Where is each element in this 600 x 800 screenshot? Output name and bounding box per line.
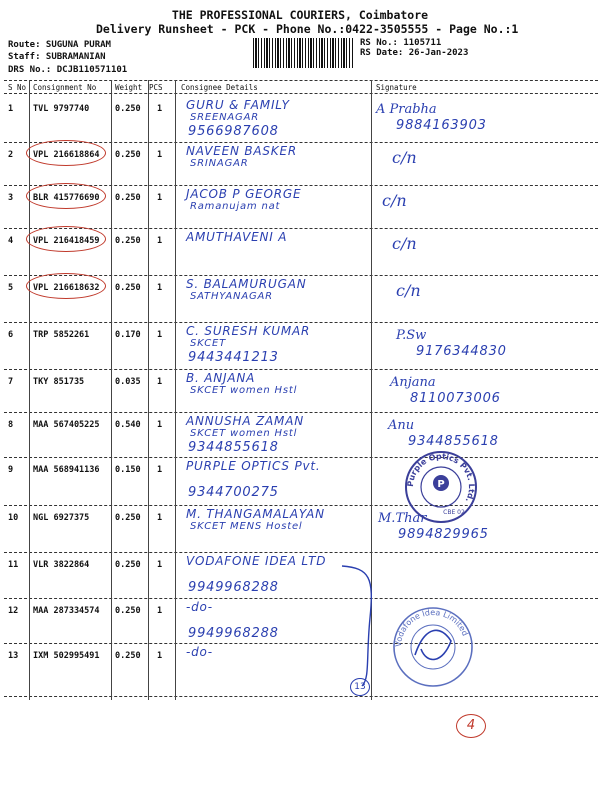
consignee-name: M. THANGAMALAYAN (186, 507, 325, 521)
purple-stamp-text: Purple Optics Pvt. Ltd. (405, 451, 477, 504)
row-weight: 0.250 (115, 606, 141, 616)
signature: M.Thar (378, 511, 427, 526)
row-sno: 11 (8, 560, 19, 570)
svg-text:P: P (437, 479, 445, 490)
row-consignment-no: VPL 216618864 (33, 150, 100, 160)
column-divider (148, 80, 149, 700)
consignee-address: SKCET women Hstl (190, 385, 298, 396)
row-pcs: 1 (157, 104, 163, 114)
row-weight: 0.250 (115, 236, 141, 246)
row-consignment-no: BLR 415776690 (33, 193, 100, 203)
row-weight: 0.150 (115, 465, 141, 475)
row-divider (4, 80, 598, 81)
column-divider (111, 80, 112, 700)
row-weight: 0.250 (115, 560, 141, 570)
row-sno: 7 (8, 377, 14, 387)
row-weight: 0.250 (115, 193, 141, 203)
consignee-phone: 9949968288 (188, 580, 279, 595)
route-label: Route: SUGUNA PURAM (8, 40, 111, 50)
runsheet-subtitle: Delivery Runsheet - PCK - Phone No.:0422-3505555 - Page No.:1 (96, 22, 519, 36)
row-sno: 9 (8, 465, 14, 475)
consignee-name: ANNUSHA ZAMAN (186, 414, 304, 428)
consignee-name: NAVEEN BASKER (186, 144, 297, 158)
row-divider (4, 93, 598, 94)
row-sno: 13 (8, 651, 19, 661)
row-sno: 5 (8, 283, 14, 293)
signature-phone: 9344855618 (408, 434, 499, 449)
signature: c/n (392, 234, 417, 253)
row-pcs: 1 (157, 193, 163, 203)
row-sno: 1 (8, 104, 14, 114)
consignee-address: SRINAGAR (190, 158, 249, 169)
purple-stamp-code: CBE 02 (443, 509, 465, 516)
col-header-signature: Signature (376, 83, 417, 92)
row-divider (4, 412, 598, 413)
signature: A Prabha (376, 102, 437, 117)
signature-phone: 9176344830 (416, 344, 507, 359)
signature: P.Sw (396, 328, 427, 343)
consignee-phone: 9344700275 (188, 485, 279, 500)
row-weight: 0.250 (115, 283, 141, 293)
consignee-phone: 9443441213 (188, 350, 279, 365)
consignee-name: PURPLE OPTICS Pvt. (186, 459, 321, 473)
consignee-phone: 9344855618 (188, 440, 279, 455)
row-sno: 10 (8, 513, 19, 523)
row-divider (4, 505, 598, 506)
row-divider (4, 369, 598, 370)
row-consignment-no: VPL 216418459 (33, 236, 100, 246)
column-divider (29, 80, 30, 700)
company-title: THE PROFESSIONAL COURIERS, Coimbatore (171, 8, 429, 22)
row-sno: 6 (8, 330, 14, 340)
row-consignment-no: TRP 5852261 (33, 330, 90, 340)
row-consignment-no: MAA 287334574 (33, 606, 100, 616)
row-consignment-no: TVL 9797740 (33, 104, 90, 114)
purple-optics-stamp (404, 450, 478, 524)
signature: c/n (396, 281, 421, 300)
row-divider (4, 643, 598, 644)
signature-phone: 8110073006 (410, 391, 501, 406)
row-weight: 0.250 (115, 104, 141, 114)
row-pcs: 1 (157, 606, 163, 616)
consignee-name: VODAFONE IDEA LTD (186, 554, 327, 568)
row-divider (4, 552, 598, 553)
row-pcs: 1 (157, 283, 163, 293)
signature: c/n (392, 148, 417, 167)
consignee-name: JACOB P GEORGE (186, 187, 302, 201)
consignee-name: -do- (186, 600, 213, 614)
staff-label: Staff: SUBRAMANIAN (8, 52, 106, 62)
col-header-consignment: Consignment No (33, 83, 97, 92)
row-pcs: 1 (157, 560, 163, 570)
consignee-address: SKCET (190, 338, 227, 349)
row-pcs: 1 (157, 236, 163, 246)
row-pcs: 1 (157, 150, 163, 160)
row-consignment-no: MAA 567405225 (33, 420, 100, 430)
row-pcs: 1 (157, 465, 163, 475)
col-header-sno: S No (8, 83, 27, 92)
row-consignment-no: TKY 851735 (33, 377, 85, 387)
consignee-name: C. SURESH KUMAR (186, 324, 311, 338)
row-divider (4, 598, 598, 599)
row-weight: 0.035 (115, 377, 141, 387)
consignee-address: SREENAGAR (190, 112, 259, 123)
consignee-name: B. ANJANA (186, 371, 256, 385)
row-divider (4, 457, 598, 458)
column-divider (175, 80, 176, 700)
row-consignment-no: NGL 6927375 (33, 513, 90, 523)
signature: Anjana (390, 375, 436, 390)
consignee-name: AMUTHAVENI A (186, 230, 288, 244)
col-header-consignee: Consignee Details (181, 83, 258, 92)
consignee-address: SATHYANAGAR (190, 291, 273, 302)
consignee-name: GURU & FAMILY (186, 98, 290, 112)
row-pcs: 1 (157, 420, 163, 430)
row-sno: 8 (8, 420, 14, 430)
row-weight: 0.250 (115, 513, 141, 523)
row-sno: 4 (8, 236, 14, 246)
bracket-count: 13 (350, 678, 370, 696)
row-divider (4, 322, 598, 323)
consignee-address: SKCET MENS Hostel (190, 521, 303, 532)
row-consignment-no: VLR 3822864 (33, 560, 90, 570)
row-weight: 0.170 (115, 330, 141, 340)
row-pcs: 1 (157, 651, 163, 661)
row-consignment-no: IXM 502995491 (33, 651, 100, 661)
svg-text:Vodafone Idea Limited (394, 608, 470, 647)
row-weight: 0.250 (115, 150, 141, 160)
row-sno: 12 (8, 606, 19, 616)
barcode (253, 38, 353, 68)
consignment-circle-mark (26, 273, 106, 299)
consignee-name: S. BALAMURUGAN (186, 277, 307, 291)
vodafone-stamp-text: Vodafone Idea Limited (393, 607, 470, 648)
rs-number: RS No.: 1105711 (360, 38, 442, 48)
col-header-weight: Weight (115, 83, 143, 92)
row-pcs: 1 (157, 330, 163, 340)
row-divider (4, 696, 598, 697)
col-header-pcs: PCS (149, 83, 163, 92)
row-weight: 0.250 (115, 651, 141, 661)
row-weight: 0.540 (115, 420, 141, 430)
consignment-circle-mark (26, 183, 106, 209)
consignee-address: SKCET women Hstl (190, 428, 298, 439)
bracket-mark (340, 558, 380, 698)
signature: Anu (388, 418, 415, 433)
consignee-address: Ramanujam nat (190, 201, 281, 212)
drs-number: DRS No.: DCJB110571101 (8, 65, 128, 75)
row-pcs: 1 (157, 377, 163, 387)
consignee-name: -do- (186, 645, 213, 659)
vodafone-stamp (391, 605, 475, 689)
page-mark: 4 (456, 714, 486, 738)
row-sno: 2 (8, 150, 14, 160)
row-consignment-no: MAA 568941136 (33, 465, 100, 475)
consignment-circle-mark (26, 226, 106, 252)
consignment-circle-mark (26, 140, 106, 166)
signature-phone: 9894829965 (398, 527, 489, 542)
row-consignment-no: VPL 216618632 (33, 283, 100, 293)
row-pcs: 1 (157, 513, 163, 523)
signature: c/n (382, 191, 407, 210)
row-sno: 3 (8, 193, 14, 203)
consignee-phone: 9949968288 (188, 626, 279, 641)
signature-phone: 9884163903 (396, 118, 487, 133)
rs-date: RS Date: 26-Jan-2023 (360, 48, 469, 58)
consignee-phone: 9566987608 (188, 124, 279, 139)
